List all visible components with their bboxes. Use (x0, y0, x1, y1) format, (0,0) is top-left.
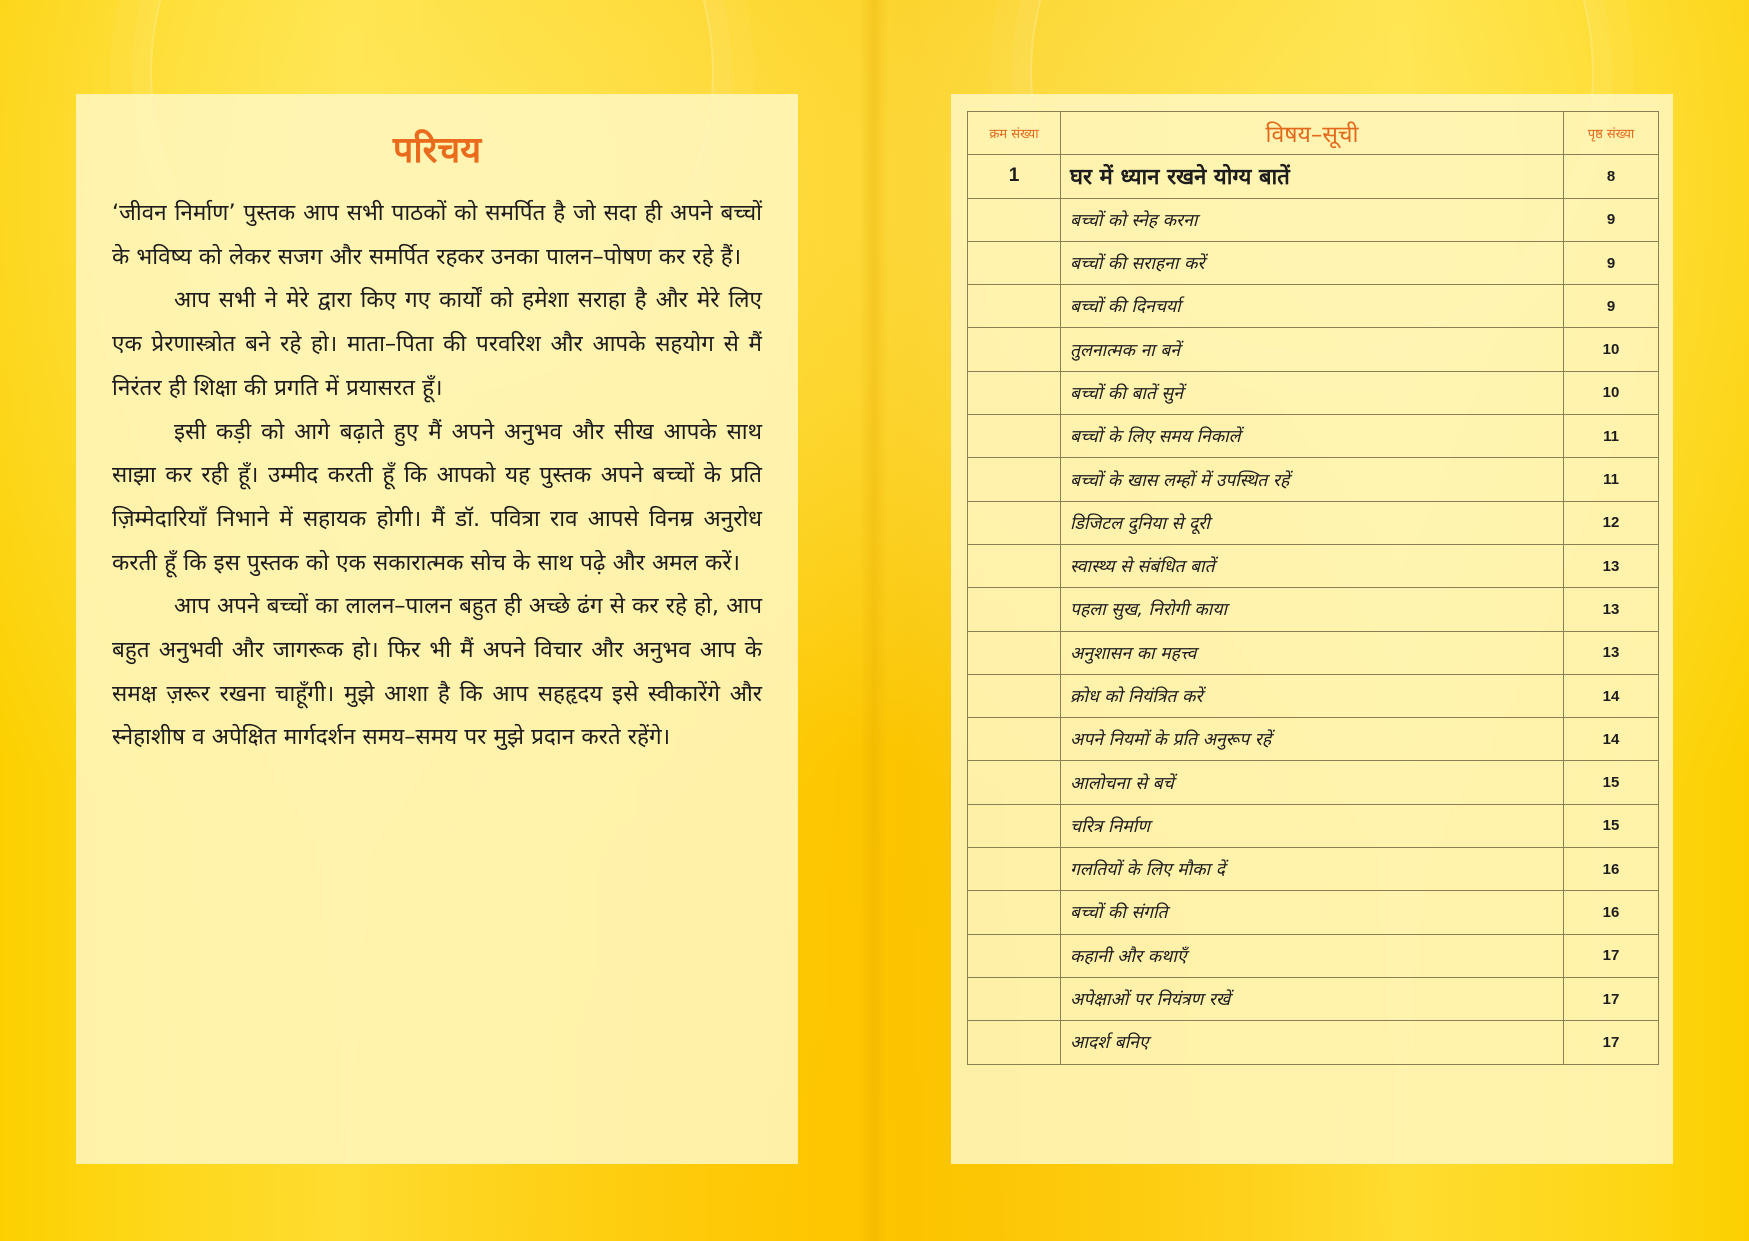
contents-topic: स्वास्थ्य से संबंधित बातें (1061, 544, 1564, 587)
contents-serial-number (968, 977, 1061, 1020)
contents-topic: बच्चों की संगति (1061, 891, 1564, 934)
contents-row (968, 198, 1659, 241)
contents-page-number: 17 (1564, 934, 1659, 977)
contents-topic: कहानी और कथाएँ (1061, 934, 1564, 977)
contents-topic: चरित्र निर्माण (1061, 804, 1564, 847)
contents-topic: बच्चों की दिनचर्या (1061, 285, 1564, 328)
contents-topic: आदर्श बनिए (1061, 1021, 1564, 1064)
contents-serial-number (968, 501, 1061, 544)
contents-serial-number (968, 718, 1061, 761)
contents-row (968, 674, 1659, 717)
contents-row (968, 848, 1659, 891)
contents-page-number: 9 (1564, 198, 1659, 241)
contents-serial-number (968, 198, 1061, 241)
contents-row (968, 241, 1659, 284)
contents-topic: बच्चों की बातें सुनें (1061, 371, 1564, 414)
contents-serial-number (968, 588, 1061, 631)
contents-serial-number (968, 934, 1061, 977)
contents-serial-number (968, 371, 1061, 414)
contents-serial-number (968, 804, 1061, 847)
contents-table (967, 111, 1659, 1065)
contents-row (968, 285, 1659, 328)
contents-serial-number (968, 285, 1061, 328)
contents-serial-number (968, 848, 1061, 891)
intro-body (112, 192, 762, 760)
contents-topic: डिजिटल दुनिया से दूरी (1061, 501, 1564, 544)
contents-page-number: 15 (1564, 804, 1659, 847)
contents-row (968, 631, 1659, 674)
contents-topic: क्रोध को नियंत्रित करें (1061, 674, 1564, 717)
contents-serial-number (968, 674, 1061, 717)
contents-table-body (968, 155, 1659, 1064)
book-spine-shadow (860, 0, 888, 1241)
contents-row (968, 804, 1659, 847)
contents-topic: आलोचना से बचें (1061, 761, 1564, 804)
contents-topic: बच्चों की सराहना करें (1061, 241, 1564, 284)
contents-row (968, 371, 1659, 414)
contents-row (968, 977, 1659, 1020)
contents-serial-number (968, 1021, 1061, 1064)
contents-page-number: 11 (1564, 415, 1659, 458)
contents-serial-number (968, 458, 1061, 501)
contents-title-header: विषय–सूची (1061, 112, 1564, 155)
intro-paragraph: ‘जीवन निर्माण’ पुस्तक आप सभी पाठकों को समर्पित है जो सदा ही अपने बच्चों के भविष्य को लेकर सजग और समर्पित रहकर उनका पालन–पोषण कर रहे हैं। (112, 200, 762, 270)
contents-serial-number (968, 891, 1061, 934)
serial-number-header: क्रम संख्या (968, 112, 1061, 155)
contents-page-number: 9 (1564, 285, 1659, 328)
contents-topic: अनुशासन का महत्त्व (1061, 631, 1564, 674)
contents-topic: बच्चों को स्नेह करना (1061, 198, 1564, 241)
contents-page-number: 10 (1564, 371, 1659, 414)
intro-paragraph: आप अपने बच्चों का लालन–पालन बहुत ही अच्छे ढंग से कर रहे हो, आप बहुत अनुभवी और जागरूक हो। फिर भी मैं अपने विचार और अनुभव आप के समक्ष ज़रूर रखना चाहूँगी। मुझे आशा है कि आप सहहृदय इसे स्वीकारेंगे और स्नेहाशीष व अपेक्षित मार्गदर्शन समय–समय पर मुझे प्रदान करते रहेंगे। (112, 593, 762, 751)
contents-header-row (968, 112, 1659, 155)
contents-topic: गलतियों के लिए मौका दें (1061, 848, 1564, 891)
contents-row (968, 934, 1659, 977)
contents-topic: बच्चों के खास लम्हों में उपस्थित रहें (1061, 458, 1564, 501)
contents-page (951, 94, 1673, 1164)
contents-page-number: 16 (1564, 891, 1659, 934)
intro-page (76, 94, 798, 1164)
contents-page-number: 13 (1564, 588, 1659, 631)
contents-chapter-title: घर में ध्यान रखने योग्य बातें (1061, 155, 1564, 198)
contents-serial-number (968, 544, 1061, 587)
contents-serial-number (968, 241, 1061, 284)
contents-serial-number: 1 (968, 155, 1061, 198)
contents-page-number: 12 (1564, 501, 1659, 544)
contents-page-number: 15 (1564, 761, 1659, 804)
contents-page-number: 8 (1564, 155, 1659, 198)
contents-topic: तुलनात्मक ना बनें (1061, 328, 1564, 371)
contents-page-number: 14 (1564, 718, 1659, 761)
contents-row (968, 544, 1659, 587)
contents-page-number: 17 (1564, 977, 1659, 1020)
intro-paragraph: आप सभी ने मेरे द्वारा किए गए कार्यों को हमेशा सराहा है और मेरे लिए एक प्रेरणास्त्रोत बने रहे हो। माता–पिता की परवरिश और आपके सहयोग से मैं निरंतर ही शिक्षा की प्रगति में प्रयासरत हूँ। (112, 287, 762, 401)
contents-row (968, 761, 1659, 804)
contents-row (968, 501, 1659, 544)
page-number-header: पृष्ठ संख्या (1564, 112, 1659, 155)
contents-page-number: 11 (1564, 458, 1659, 501)
contents-row (968, 328, 1659, 371)
contents-serial-number (968, 631, 1061, 674)
contents-row (968, 718, 1659, 761)
contents-serial-number (968, 415, 1061, 458)
contents-page-number: 16 (1564, 848, 1659, 891)
contents-serial-number (968, 761, 1061, 804)
contents-row (968, 588, 1659, 631)
contents-page-number: 13 (1564, 544, 1659, 587)
contents-topic: बच्चों के लिए समय निकालें (1061, 415, 1564, 458)
contents-page-number: 14 (1564, 674, 1659, 717)
contents-row (968, 415, 1659, 458)
contents-row (968, 155, 1659, 198)
contents-page-number: 9 (1564, 241, 1659, 284)
contents-topic: अपेक्षाओं पर नियंत्रण रखें (1061, 977, 1564, 1020)
contents-page-number: 13 (1564, 631, 1659, 674)
contents-page-number: 10 (1564, 328, 1659, 371)
contents-row (968, 891, 1659, 934)
contents-serial-number (968, 328, 1061, 371)
intro-title: परिचय (392, 130, 482, 171)
contents-row (968, 458, 1659, 501)
intro-paragraph: इसी कड़ी को आगे बढ़ाते हुए मैं अपने अनुभव और सीख आपके साथ साझा कर रही हूँ। उम्मीद करती हूँ कि आपको यह पुस्तक अपने बच्चों के प्रति ज़िम्मेदारियाँ निभाने में सहायक होगी। मैं डॉ. पवित्रा राव आपसे विनम्र अनुरोध करती हूँ कि इस पुस्तक को एक सकारात्मक सोच के साथ पढ़े और अमल करें। (112, 418, 762, 576)
contents-row (968, 1021, 1659, 1064)
contents-topic: अपने नियमों के प्रति अनुरूप रहें (1061, 718, 1564, 761)
contents-page-number: 17 (1564, 1021, 1659, 1064)
contents-topic: पहला सुख, निरोगी काया (1061, 588, 1564, 631)
